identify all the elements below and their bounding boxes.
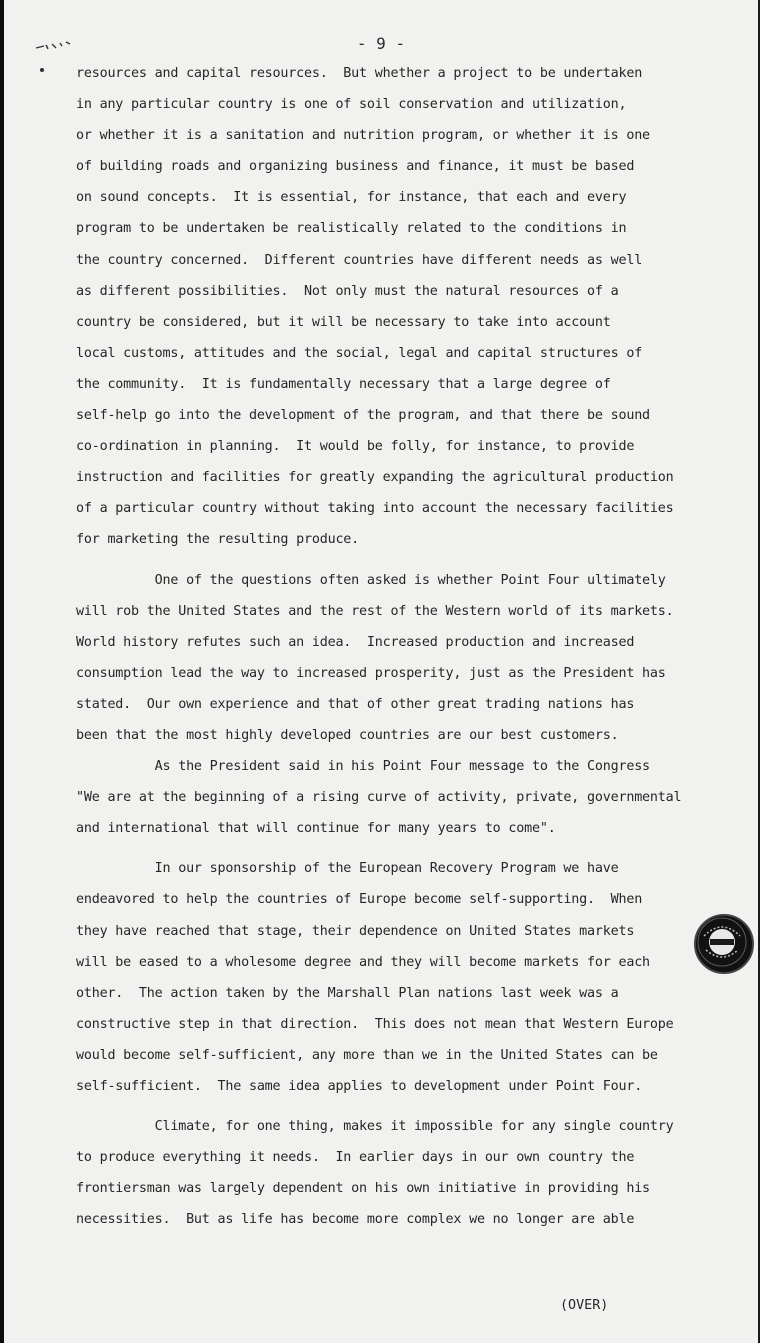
text-line: the country concerned. Different countries have different needs as well	[76, 252, 643, 268]
text-line: program to be undertaken be realistically related to the conditions in	[76, 221, 627, 237]
text-line: Climate, for one thing, makes it impossible for any single country	[76, 1119, 674, 1135]
text-line: co-ordination in planning. It would be folly, for instance, to provide	[76, 439, 635, 455]
text-line: constructive step in that direction. This does not mean that Western Europe	[76, 1016, 674, 1032]
text-line: will be eased to a wholesome degree and they will become markets for each	[76, 954, 650, 970]
page-number: - 9 -	[356, 34, 406, 53]
text-line: necessities. But as life has become more complex we no longer are able	[76, 1212, 635, 1228]
text-line: would become self-sufficient, any more than we in the United States can be	[76, 1047, 658, 1063]
text-line: on sound concepts. It is essential, for instance, that each and every	[76, 190, 627, 206]
text-line: for marketing the resulting produce.	[76, 532, 360, 548]
library-seal-icon	[696, 916, 748, 968]
text-line: the community. It is fundamentally necessary that a large degree of	[76, 376, 611, 392]
text-line: In our sponsorship of the European Recovery Program we have	[76, 861, 619, 877]
text-line: as different possibilities. Not only must the natural resources of a	[76, 283, 619, 299]
document-page	[4, 0, 758, 1343]
text-line: local customs, attitudes and the social, legal and capital structures of	[76, 345, 643, 361]
text-line: "We are at the beginning of a rising curve of activity, private, governmental	[76, 790, 682, 806]
text-line: self-help go into the development of the program, and that there be sound	[76, 408, 650, 424]
text-line: and international that will continue for many years to come".	[76, 821, 556, 837]
text-line: instruction and facilities for greatly expanding the agricultural production	[76, 470, 674, 486]
text-line: As the President said in his Point Four message to the Congress	[76, 759, 650, 775]
text-line: of building roads and organizing business and finance, it must be based	[76, 159, 635, 175]
text-line: they have reached that stage, their dependence on United States markets	[76, 923, 635, 939]
library-stamp	[694, 914, 754, 974]
body-text	[76, 58, 716, 1235]
text-line: will rob the United States and the rest of the Western world of its markets.	[76, 603, 674, 619]
text-line: country be considered, but it will be necessary to take into account	[76, 314, 611, 330]
text-line: to produce everything it needs. In earlier days in our own country the	[76, 1150, 635, 1166]
text-line: or whether it is a sanitation and nutrition program, or whether it is one	[76, 128, 650, 144]
text-line: other. The action taken by the Marshall Plan nations last week was a	[76, 985, 619, 1001]
text-line: of a particular country without taking into account the necessary facilities	[76, 501, 674, 517]
text-line: in any particular country is one of soil conservation and utilization,	[76, 97, 627, 113]
text-line: resources and capital resources. But whether a project to be undertaken	[76, 66, 643, 81]
text-line: frontiersman was largely dependent on his own initiative in providing his	[76, 1181, 650, 1197]
text-line: endeavored to help the countries of Europe become self-supporting. When	[76, 892, 643, 908]
text-line: self-sufficient. The same idea applies to development under Point Four.	[76, 1079, 643, 1094]
over-mark: (OVER)	[560, 1298, 609, 1313]
text-line: stated. Our own experience and that of other great trading nations has	[76, 696, 635, 712]
text-line: World history refutes such an idea. Increased production and increased	[76, 634, 635, 650]
text-line: One of the questions often asked is whether Point Four ultimately	[76, 572, 666, 588]
text-line: been that the most highly developed countries are our best customers.	[76, 727, 619, 743]
text-line: consumption lead the way to increased prosperity, just as the President has	[76, 665, 666, 681]
